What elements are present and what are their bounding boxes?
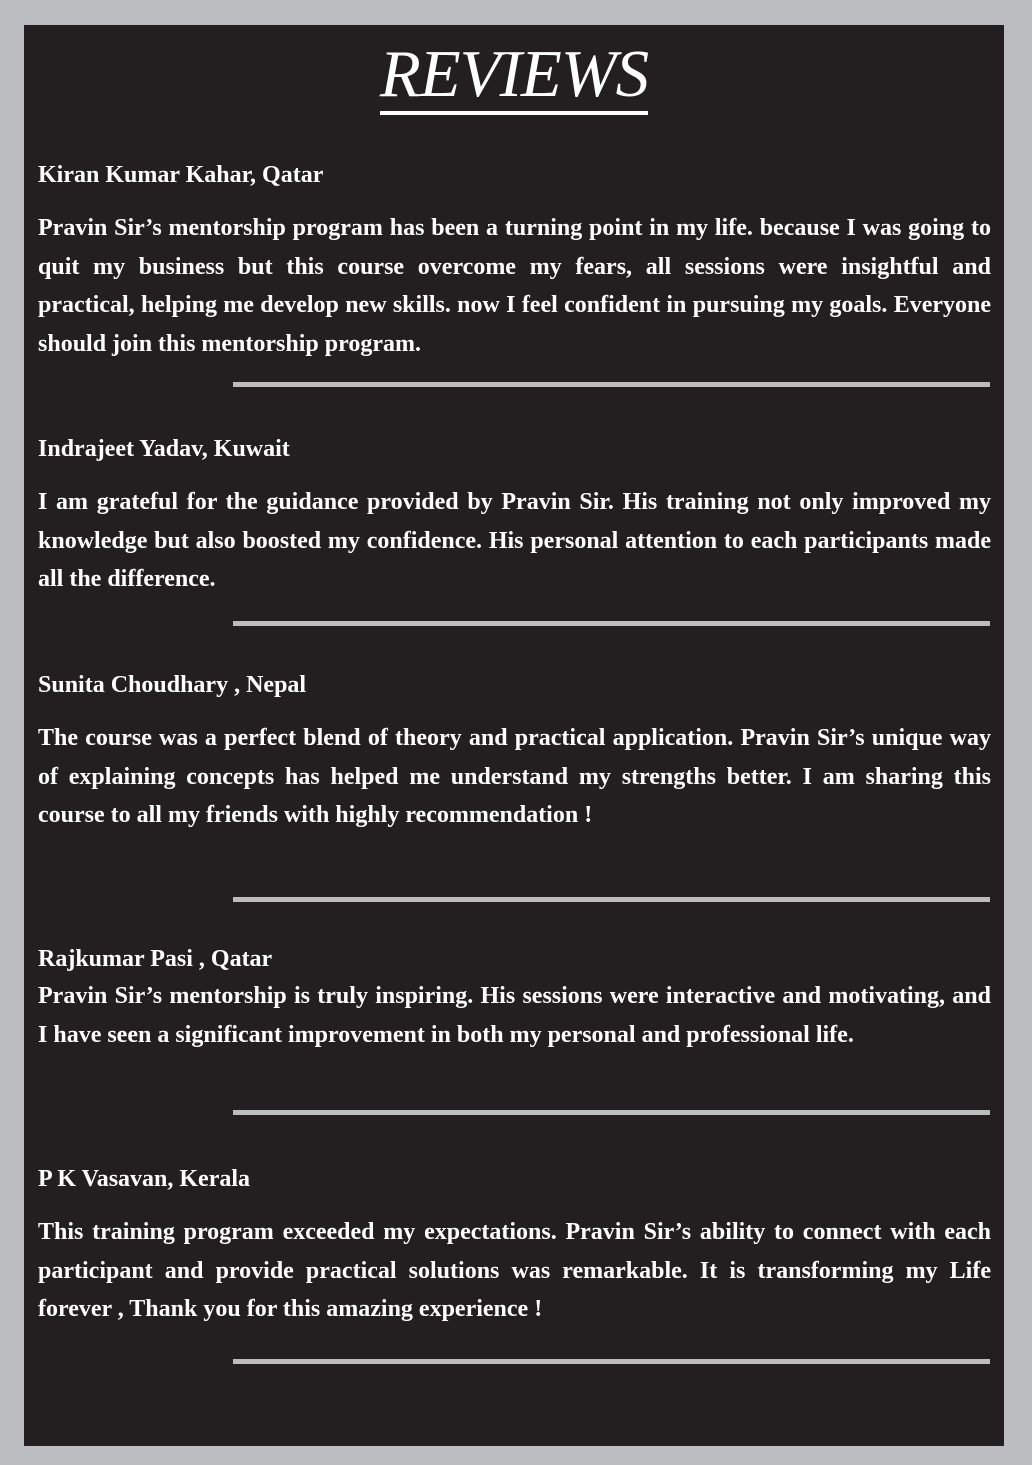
review-text: Pravin Sir’s mentorship program has been a turning point in my life. because I was going to quit my business but this course overcome my fears, all sessions were insightful and practical, helping me develop new skills. now I feel confident in pursuing my goals. Everyone should join this mentorship program. [38,215,991,357]
review-divider [233,897,990,902]
page-title: REVIEWS [380,39,648,115]
review-text: I am grateful for the guidance provided by Pravin Sir. His training not only improved my knowledge but also boosted my confidence. His personal attention to each participants made all the difference. [38,489,991,593]
title-container [24,39,1004,115]
review-item [38,161,991,363]
review-item [38,945,991,1054]
reviewer-name: Kiran Kumar Kahar, Qatar [38,162,324,188]
review-text: This training program exceeded my expectations. Pravin Sir’s ability to connect with each participant and provide practical solutions was remarkable. It is transforming my Life forever , Thank you for this amazing experience ! [38,1219,991,1323]
review-divider [233,1359,990,1364]
review-divider [233,382,990,387]
reviewer-name: Indrajeet Yadav, Kuwait [38,436,290,462]
review-text: Pravin Sir’s mentorship is truly inspiring. His sessions were interactive and motivating, and I have seen a significant improvement in both my personal and professional life. [38,983,991,1048]
review-item [38,1165,991,1329]
reviewer-name: Rajkumar Pasi , Qatar [38,946,273,972]
review-divider [233,1110,990,1115]
review-divider [233,621,990,626]
review-text: The course was a perfect blend of theory and practical application. Pravin Sir’s unique way of explaining concepts has helped me understand my strengths better. I am sharing this course to all my friends with highly recommendation ! [38,725,991,829]
reviewer-name: P K Vasavan, Kerala [38,1166,251,1192]
reviews-panel [24,25,1004,1446]
review-item [38,435,991,599]
reviewer-name: Sunita Choudhary , Nepal [38,672,307,698]
review-item [38,671,991,835]
